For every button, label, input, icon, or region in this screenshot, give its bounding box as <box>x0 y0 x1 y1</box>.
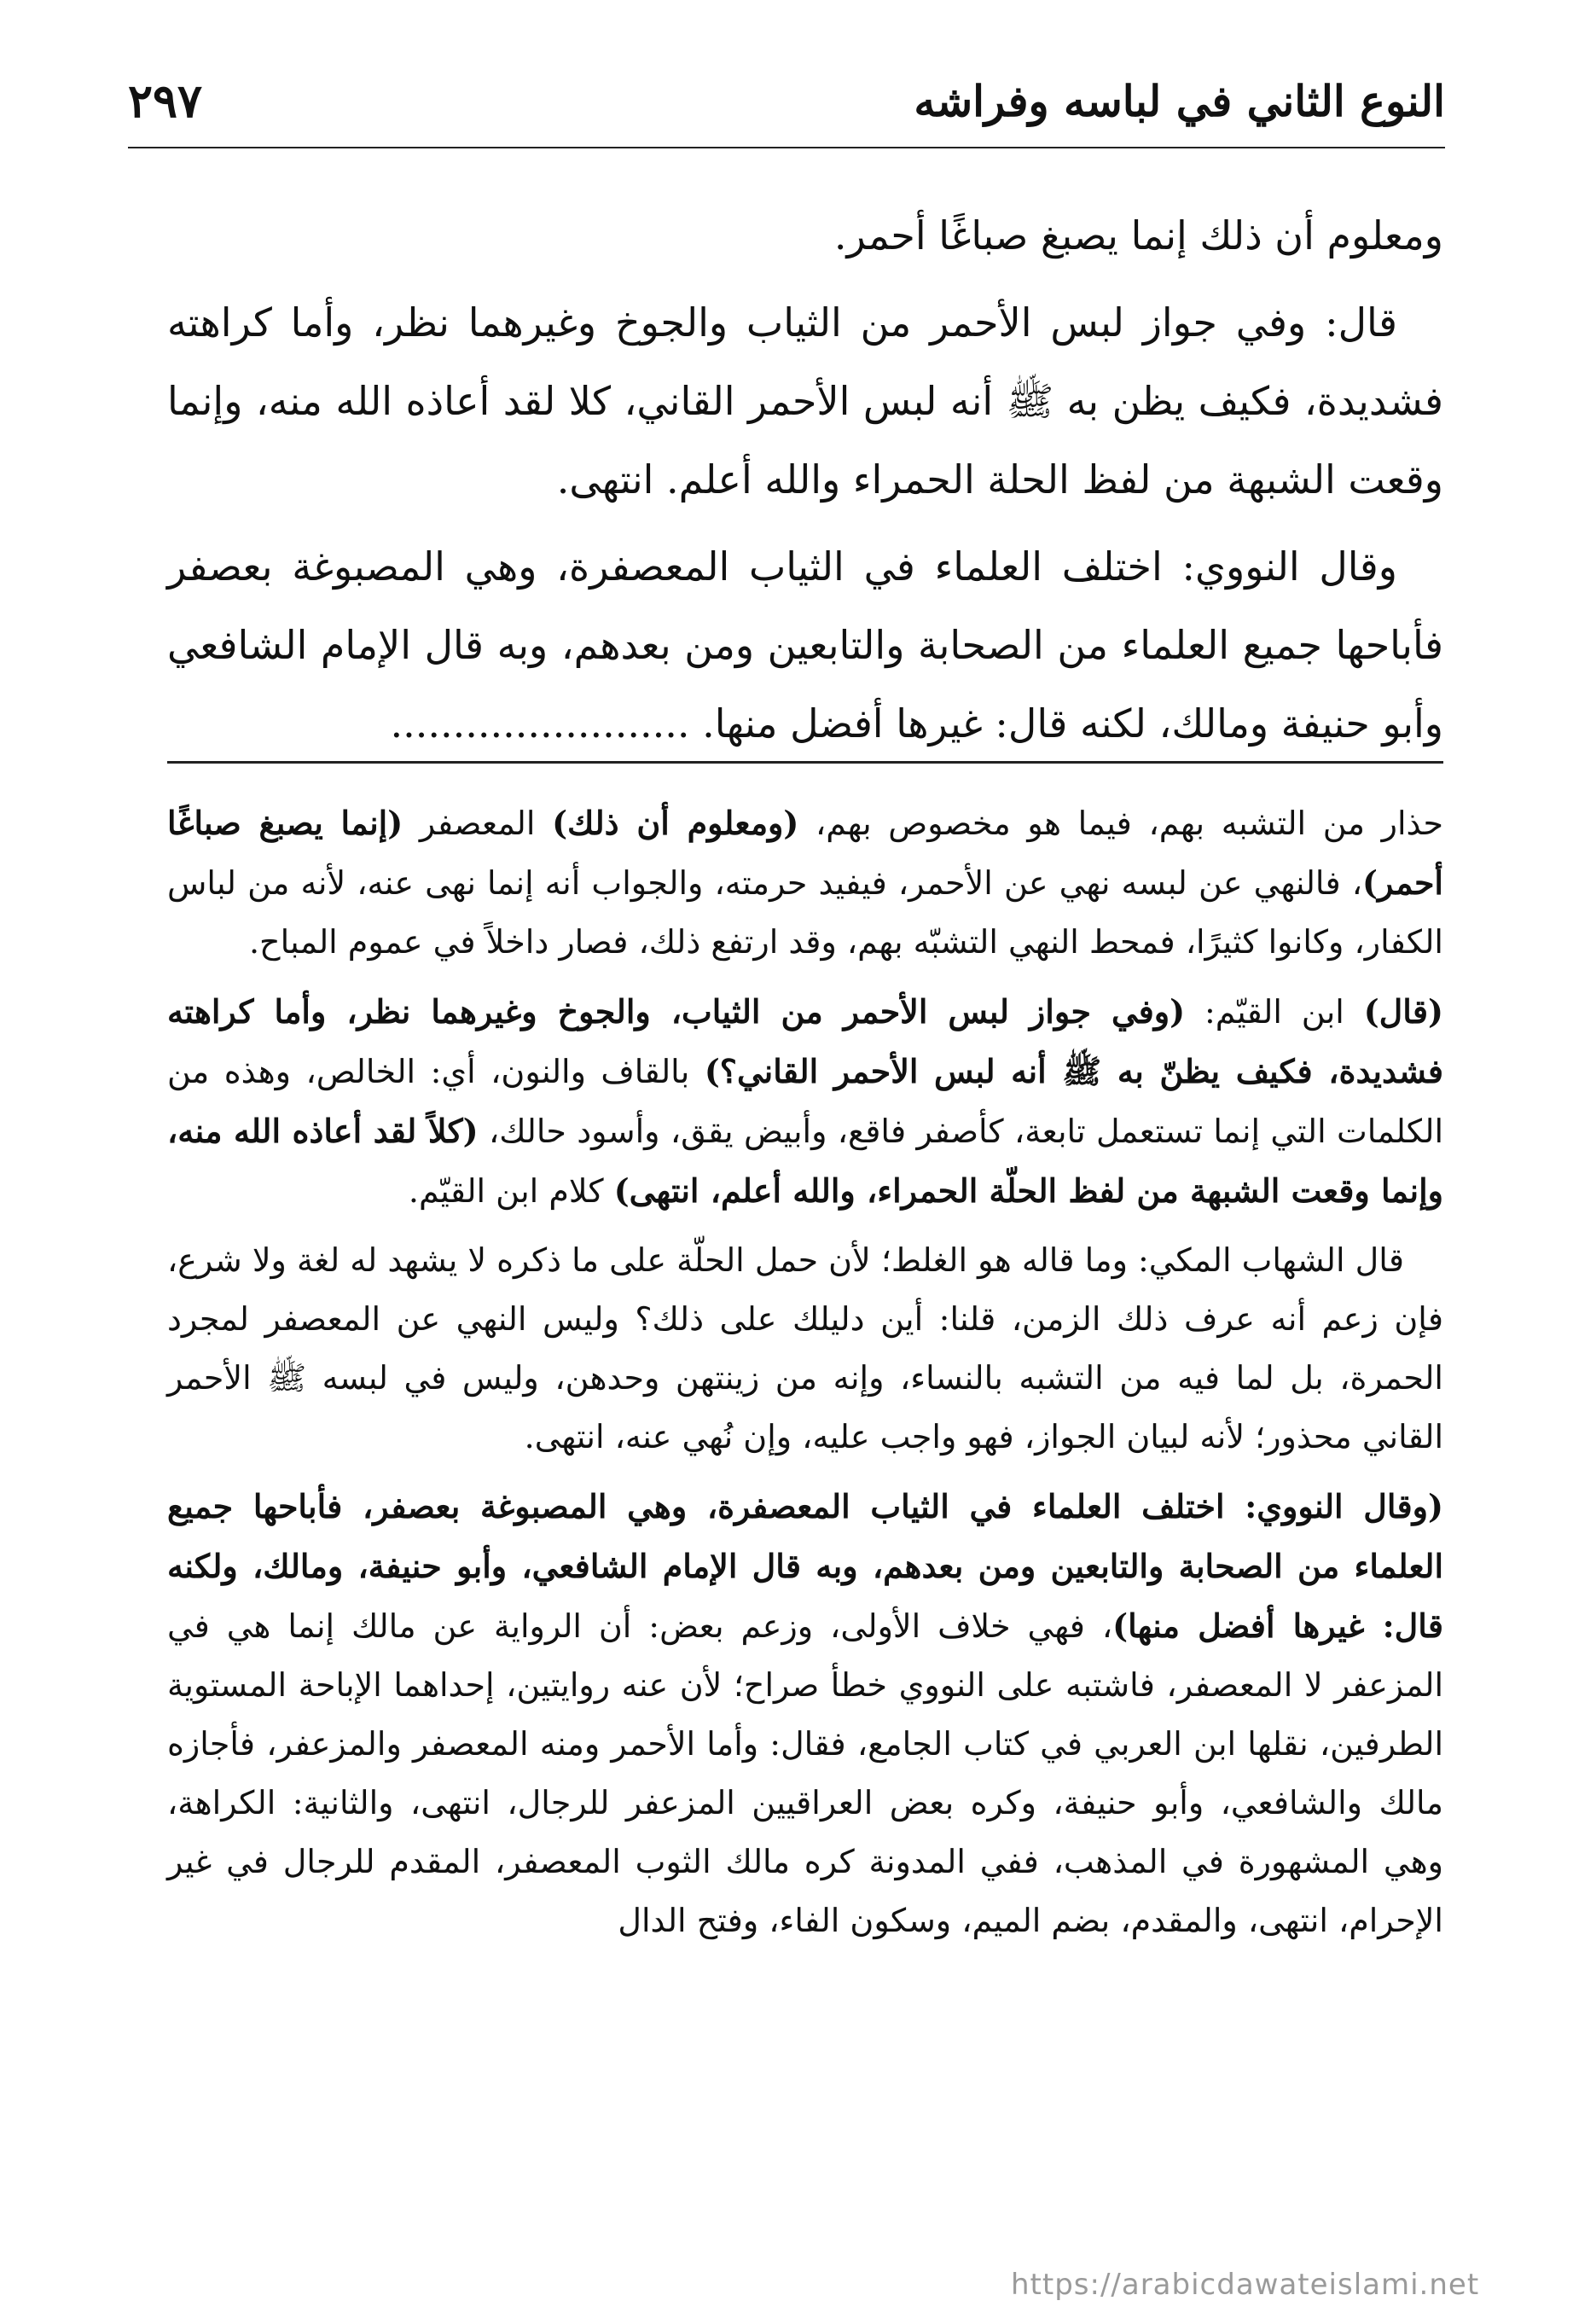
commentary-text: كلام ابن القيّم. <box>408 1172 614 1210</box>
commentary-text: ، فهي خلاف الأولى، وزعم بعض: أن الرواية عن مالك إنما هي في المزعفر لا المعصفر، فاشتبه على النووي خطأ صراح؛ لأن عنه روايتين، إحداهما الإباحة المستوية الطرفين، نقلها ابن العربي في كتاب الجامع، فقال: وأما الأحمر ومنه المعصفر والمزعفر، فأجازه مالك والشافعي، وأبو حنيفة، وكره بعض العراقيين المزعفر للرجال، انتهى، والثانية: الكراهة، وهي المشهورة في المذهب، ففي المدونة كره مالك الثوب المعصفر، المقدم للرجال في غير الإحرام، انتهى، والمقدم، بضم الميم، وسكون الفاء، وفتح الدال <box>167 1607 1443 1939</box>
commentary-paragraph-1 <box>167 793 1443 972</box>
commentary-paragraph-4 <box>167 1477 1443 1950</box>
commentary-text: بالقاف والنون، أي: الخالص، وهذه من الكلمات التي إنما تستعمل تابعة، كأصفر فاقع، وأبيض يقق، وأسود حالك، <box>167 1053 1443 1150</box>
main-text <box>167 196 1443 771</box>
main-paragraph-1: ومعلوم أن ذلك إنما يصبغ صباغًا أحمر. <box>833 212 1443 259</box>
bold-quoted-text: (كلاً لقد أعاذه الله منه، وإنما وقعت الشبهة من لفظ الحلّة الحمراء، والله أعلم، انتهى) <box>167 1112 1443 1210</box>
commentary-divider <box>167 761 1443 764</box>
main-paragraph-2: قال: وفي جواز لبس الأحمر من الثياب والجوخ وغيرهما نظر، وأما كراهته فشديدة، فكيف يظن به ﷺ أنه لبس الأحمر القاني، كلا لقد أعاذه الله منه، وإنما وقعت الشبهة من لفظ الحلة الحمراء والله أعلم. انتهى. <box>167 299 1443 503</box>
header-divider <box>128 147 1445 148</box>
bold-quoted-text: (وقال النووي: اختلف العلماء في الثياب المعصفرة، وهي المصبوغة بعصفر، فأباحها جميع العلماء من الصحابة والتابعين ومن بعدهم، وبه قال الإمام الشافعي، وأبو حنيفة، ومالك، ولكنه قال: غيرها أفضل منها) <box>167 1487 1443 1645</box>
commentary-text: حذار من التشبه بهم، فيما هو مخصوص بهم، <box>798 805 1443 842</box>
page-number: ٢٩٧ <box>128 73 203 128</box>
commentary-paragraph-3 <box>167 1231 1443 1467</box>
main-paragraph-3-text: وقال النووي: اختلف العلماء في الثياب المعصفرة، وهي المصبوغة بعصفر فأباحها جميع العلماء من الصحابة والتابعين ومن بعدهم، وبه قال الإمام الشافعي وأبو حنيفة ومالك، لكنه قال: غيرها أفضل منها. <box>167 543 1443 747</box>
bold-quoted-text: (قال) <box>1363 992 1444 1031</box>
commentary-text: المعصفر <box>403 805 553 842</box>
ellipsis-dots: ........................ <box>390 700 690 747</box>
commentary-text: ، فالنهي عن لبسه نهي عن الأحمر، فيفيد حرمته، والجواب أنه إنما نهى عنه، لأنه من لباس الكفار، وكانوا كثيرًا، فمحط النهي التشبّه بهم، وقد ارتفع ذلك، فصار داخلاً في عموم المباح. <box>167 864 1443 961</box>
bold-quoted-text: (ومعلوم أن ذلك) <box>552 804 799 842</box>
page-header <box>128 67 1445 135</box>
commentary-text: ابن القيّم: <box>1185 993 1364 1031</box>
commentary-paragraph-2 <box>167 982 1443 1221</box>
running-title: النوع الثاني في لباسه وفراشه <box>914 75 1445 126</box>
main-paragraph-3 <box>167 527 1443 763</box>
commentary-text: قال الشهاب المكي: وما قاله هو الغلط؛ لأن حمل الحلّة على ما ذكره لا يشهد له لغة ولا شرع، فإن زعم أنه عرف ذلك الزمن، قلنا: أين دليلك على ذلك؟ وليس النهي عن المعصفر لمجرد الحمرة، بل لما فيه من التشبه بالنساء، وإنه من زينتهن وحدهن، وليس في لبسه ﷺ الأحمر القاني محذور؛ لأنه لبيان الجواز، فهو واجب عليه، وإن نُهي عنه، انتهى. <box>167 1241 1443 1455</box>
bold-quoted-text: (إنما يصبغ صباغًا أحمر) <box>167 804 1443 902</box>
commentary <box>167 793 1443 1961</box>
bold-quoted-text: (وفي جواز لبس الأحمر من الثياب، والجوخ وغيرهما نظر، وأما كراهته فشديدة، فكيف يظنّ به ﷺ أنه لبس الأحمر القاني؟) <box>167 992 1443 1090</box>
watermark-url: https://arabicdawateislami.net <box>1011 2268 1480 2302</box>
